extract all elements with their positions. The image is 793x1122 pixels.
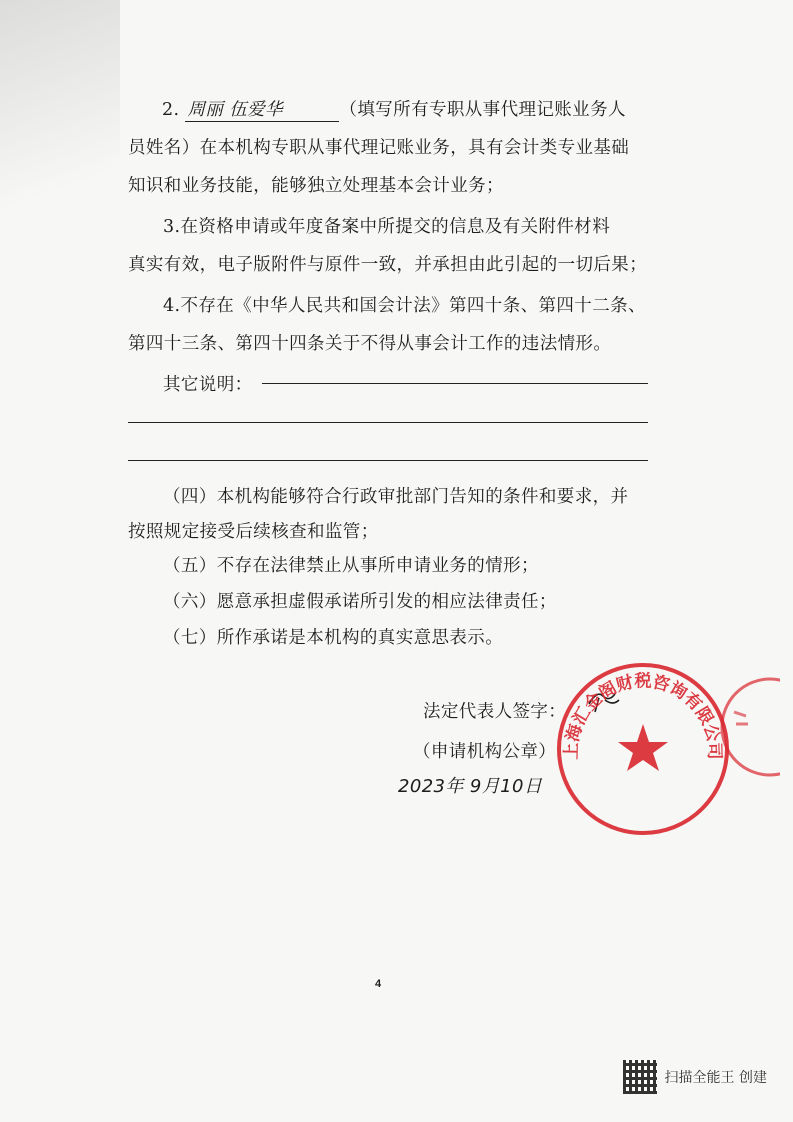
scanner-watermark (623, 1060, 767, 1094)
watermark-text: 扫描全能王 创建 (664, 1070, 767, 1086)
paragraph-2-line-1 (128, 96, 626, 122)
item-6: （六）愿意承担虚假承诺所引发的相应法律责任； (163, 592, 557, 612)
paragraph-4-line-1: 4.不存在《中华人民共和国会计法》第四十条、第四十二条、 (163, 296, 646, 316)
paragraph-2-line-2: 员姓名）在本机构专职从事代理记账业务，具有会计类专业基础 (128, 138, 630, 158)
item-5: （五）不存在法律禁止从事所申请业务的情形； (163, 556, 539, 576)
svg-text:上海汇金阁财税咨询有限公司: 上海汇金阁财税咨询有限公司 (561, 671, 725, 760)
handwritten-date: 2023年 9月10日 (398, 776, 543, 797)
item-4-line-1: （四）本机构能够符合行政审批部门告知的条件和要求，并 (163, 487, 629, 507)
paragraph-2-text: （填写所有专职从事代理记账业务人 (339, 100, 626, 120)
remarks-line-3 (128, 460, 648, 461)
legal-rep-signature-label: 法定代表人签字： (423, 702, 567, 722)
item-4-line-2: 按照规定接受后续核查和监管； (128, 522, 379, 542)
item-7: （七）所作承诺是本机构的真实意思表示。 (163, 628, 504, 648)
other-remarks-label: 其它说明： (163, 375, 253, 395)
paragraph-2-line-3: 知识和业务技能，能够独立处理基本会计业务； (128, 176, 504, 196)
paragraph-3-line-2: 真实有效，电子版附件与原件一致，并承担由此引起的一切后果； (128, 255, 648, 275)
remarks-line-2 (128, 422, 648, 423)
scan-shadow (0, 0, 120, 260)
paragraph-3-line-1: 3.在资格申请或年度备案中所提交的信息及有关附件材料 (163, 217, 611, 237)
paragraph-4-line-2: 第四十三条、第四十四条关于不得从事会计工作的违法情形。 (128, 334, 612, 354)
remarks-line-1 (262, 383, 648, 384)
staff-names-field: 周丽 伍爱华 (185, 96, 339, 122)
qr-code-icon (623, 1060, 657, 1094)
partial-seal-icon (700, 672, 780, 782)
seal-label: （申请机构公章） (413, 742, 557, 762)
page-number: 4 (375, 978, 382, 990)
item-number: 2. (162, 100, 180, 120)
